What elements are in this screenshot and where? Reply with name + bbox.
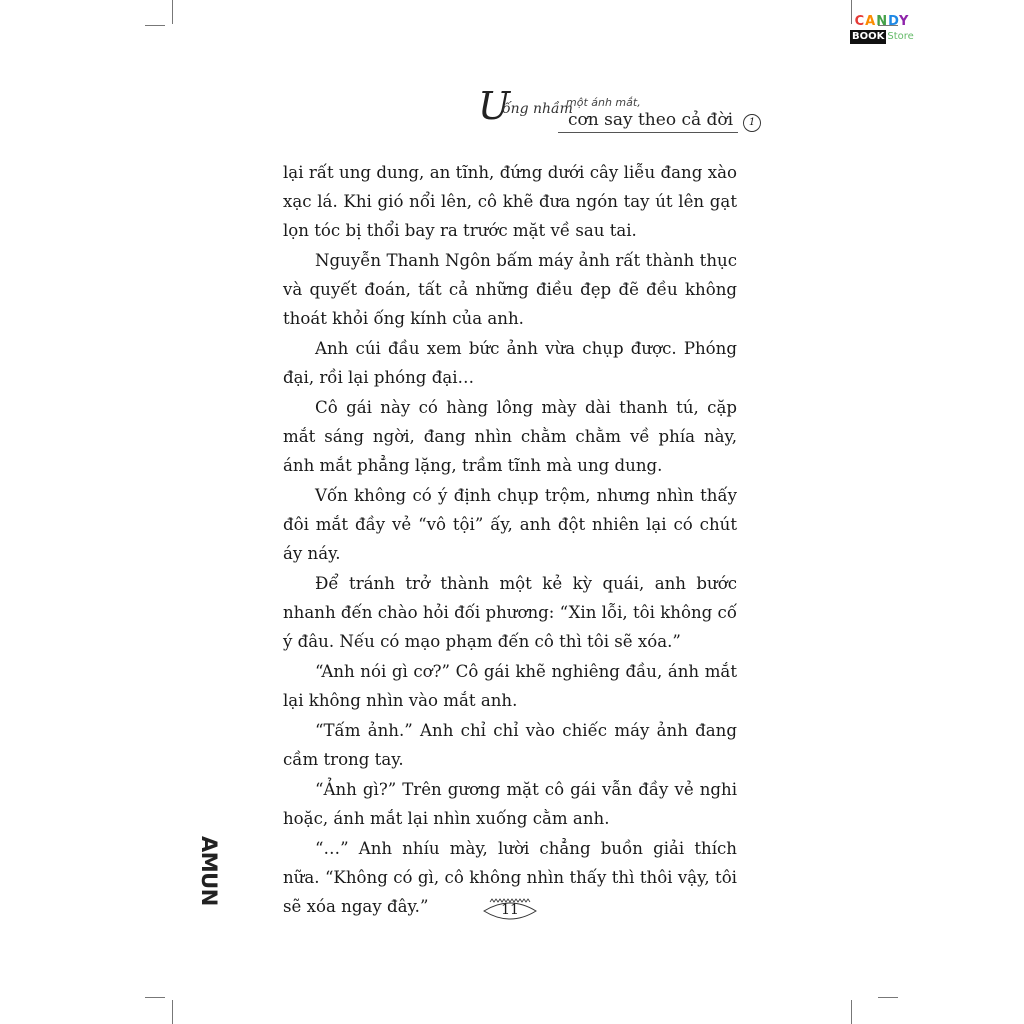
page-body-text (283, 158, 737, 922)
paragraph: “Tấm ảnh.” Anh chỉ chỉ vào chiếc máy ảnh đang cầm trong tay. (283, 721, 737, 769)
paragraph: Cô gái này có hàng lông mày dài thanh tú, cặp mắt sáng ngời, đang nhìn chằm chằm về phía này, ánh mắt phẳng lặng, trầm tĩnh mà ung dung. (283, 398, 737, 475)
paragraph: Nguyễn Thanh Ngôn bấm máy ảnh rất thành thục và quyết đoán, tất cả những điều đẹp đẽ đều không thoát khỏi ống kính của anh. (283, 251, 737, 328)
paragraph: Anh cúi đầu xem bức ảnh vừa chụp được. Phóng đại, rồi lại phóng đại… (283, 339, 737, 387)
crop-mark-top-left-vertical (172, 0, 173, 24)
logo-store-text: Store (887, 31, 914, 42)
chapter-number-badge: 1 (743, 114, 761, 132)
paragraph: “Ảnh gì?” Trên gương mặt cô gái vẫn đầy vẻ nghi hoặc, ánh mắt lại nhìn xuống cằm anh. (283, 780, 737, 828)
candy-book-store-logo (850, 14, 914, 44)
header-title-part-3: cơn say theo cả đời (568, 110, 734, 130)
running-header (478, 86, 763, 142)
crop-mark-bottom-right-horizontal (878, 997, 898, 998)
header-initial-letter: U (478, 84, 511, 128)
paragraph: “Anh nói gì cơ?” Cô gái khẽ nghiêng đầu, ánh mắt lại không nhìn vào mắt anh. (283, 662, 737, 710)
header-title-part-1: ống nhầm (502, 101, 573, 117)
publisher-side-brand: AMUN (197, 836, 221, 906)
logo-candy-text: CANDY (854, 14, 910, 29)
paragraph: “…” Anh nhíu mày, lười chẳng buồn giải thích nữa. “Không có gì, cô không nhìn thấy thì thôi vậy, tôi sẽ xóa ngay đây.” (283, 839, 737, 916)
crop-mark-top-left-horizontal (145, 25, 165, 26)
logo-book-store-row (850, 30, 914, 44)
crop-mark-bottom-right-vertical (851, 1000, 852, 1024)
paragraph: lại rất ung dung, an tĩnh, đứng dưới cây liễu đang xào xạc lá. Khi gió nổi lên, cô khẽ đưa ngón tay út lên gạt lọn tóc bị thổi bay ra trước mặt về sau tai. (283, 163, 737, 240)
crop-mark-bottom-left-horizontal (145, 997, 165, 998)
paragraph: Để tránh trở thành một kẻ kỳ quái, anh bước nhanh đến chào hỏi đối phương: “Xin lỗi, tôi không cố ý đâu. Nếu có mạo phạm đến cô thì tôi sẽ xóa.” (283, 574, 737, 651)
header-underline (558, 132, 738, 133)
page-number: 11 (501, 902, 519, 918)
paragraph: Vốn không có ý định chụp trộm, nhưng nhìn thấy đôi mắt đầy vẻ “vô tội” ấy, anh đột nhiên lại có chút áy náy. (283, 486, 737, 563)
crop-mark-bottom-left-vertical (172, 1000, 173, 1024)
logo-book-text: BOOK (852, 31, 885, 42)
header-title-part-2: một ánh mắt, (566, 96, 641, 109)
page-number-ornament (480, 893, 540, 925)
